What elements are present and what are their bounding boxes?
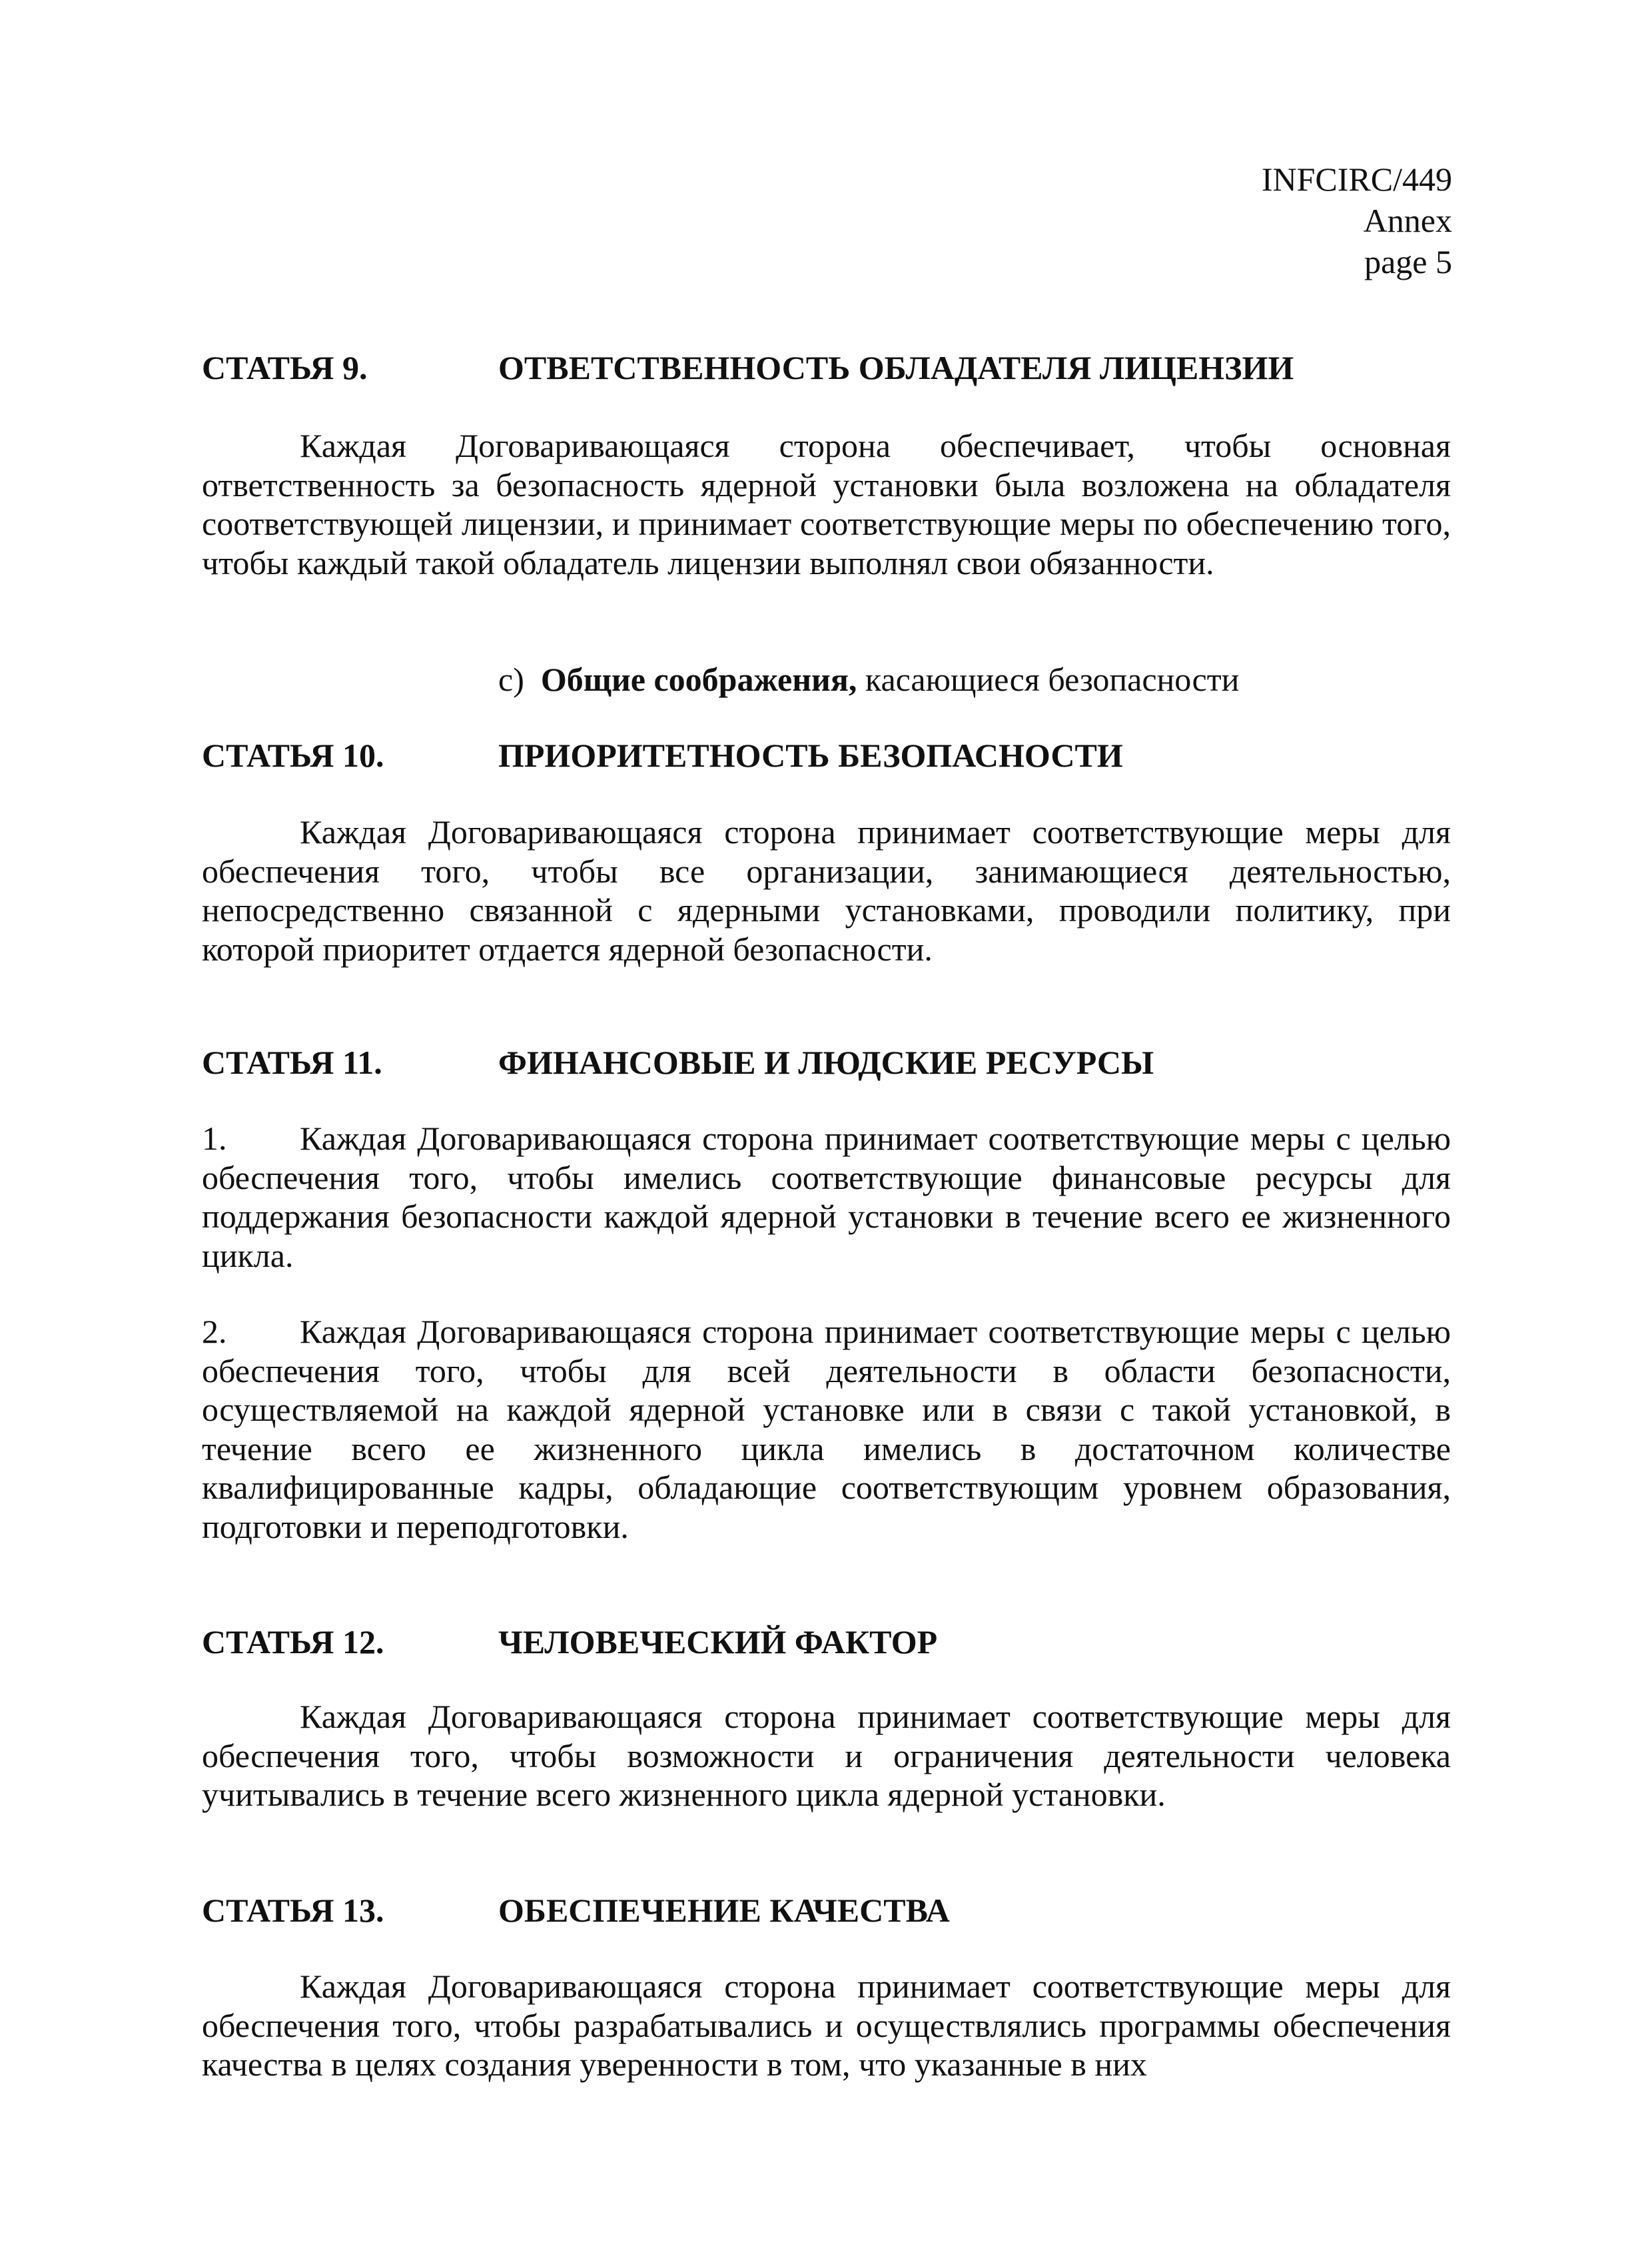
article-title: ЧЕЛОВЕЧЕСКИЙ ФАКТОР [498,1623,938,1661]
article-13-heading [202,1890,950,1930]
page-header [1262,159,1452,282]
article-number: СТАТЬЯ 10. [202,737,384,774]
article-number: СТАТЬЯ 13. [202,1892,384,1929]
section-c-heading [498,659,1239,699]
article-number: СТАТЬЯ 11. [202,1044,382,1081]
section-label: c) [498,661,524,698]
article-12-heading [202,1622,937,1662]
item-number: 2. [202,1313,227,1350]
item-text: Каждая Договаривающаяся сторона принимает соответствующие меры с целью обеспечения того, чтобы для всей деятельности в области безопасности, осуществляемой на каждой ядерной установке или в связи с такой установкой, в течение всего ее жизненного цикла имелись в достаточном количестве квалифицированные кадры, обладающие соответствующим уровнем образования, подготовки и переподготовки. [202,1313,1451,1545]
page-number: page 5 [1364,243,1452,280]
article-11-heading [202,1042,1154,1082]
doc-reference: INFCIRC/449 [1261,161,1452,198]
article-title: ОТВЕТСТВЕННОСТЬ ОБЛАДАТЕЛЯ ЛИЦЕНЗИИ [498,349,1294,386]
article-title: ОБЕСПЕЧЕНИЕ КАЧЕСТВА [498,1892,950,1929]
section-title-bold: Общие соображения, [540,661,857,698]
article-9-heading [202,348,1294,388]
annex-label: Annex [1363,202,1452,239]
article-13-text: Каждая Договаривающаяся сторона принимает соответствующие меры для обеспечения того, чтобы разрабатывались и осуществлялись программы обеспечения качества в целях создания уверенности в том, что указанные в них [202,1968,1451,2083]
article-10-heading [202,735,1123,775]
item-text: Каждая Договаривающаяся сторона принимает соответствующие меры с целью обеспечения того, чтобы имелись соответствующие финансовые ресурсы для поддержания безопасности каждой ядерной установки в течение всего ее жизненного цикла. [202,1120,1451,1274]
article-10-text: Каждая Договаривающаяся сторона принимает соответствующие меры для обеспечения того, чтобы все организации, занимающиеся деятельностью, непосредственно связанной с ядерными установками, проводили политику, при которой приоритет отдается ядерной безопасности. [202,813,1451,968]
article-title: ФИНАНСОВЫЕ И ЛЮДСКИЕ РЕСУРСЫ [498,1044,1154,1081]
article-11-item-1 [202,1119,1451,1275]
article-12-text: Каждая Договаривающаяся сторона принимает соответствующие меры для обеспечения того, чтобы возможности и ограничения деятельности человека учитывались в течение всего жизненного цикла ядерной установки. [202,1698,1451,1813]
article-number: СТАТЬЯ 12. [202,1623,384,1661]
article-9-text: Каждая Договаривающаяся сторона обеспечивает, чтобы основная ответственность за безопасность ядерной установки была возложена на обладателя соответствующей лицензии, и принимает соответствующие меры по обеспечению того, чтобы каждый такой обладатель лицензии выполнял свои обязанности. [202,427,1451,581]
article-number: СТАТЬЯ 9. [202,349,368,386]
article-11-item-2 [202,1312,1451,1546]
item-number: 1. [202,1120,227,1157]
article-title: ПРИОРИТЕТНОСТЬ БЕЗОПАСНОСТИ [498,737,1123,774]
section-title-rest: касающиеся безопасности [865,661,1240,698]
